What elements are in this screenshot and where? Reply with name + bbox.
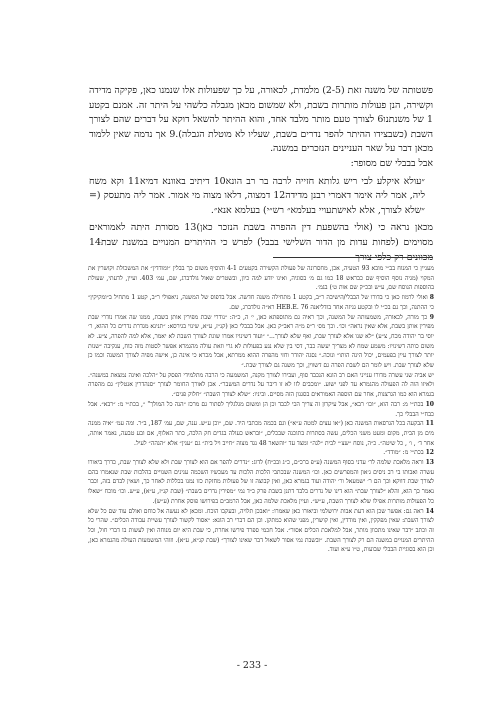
- footnote-text: ואולי לרמוז כאן כי בדורו של הבבלי/הישיבה ר״ב, בקטע 1 מתחילה משנה חדשה. אבל בדפוס של המשנה, ניאפולי ר״ב, קטע 1 מתחיל ב״ומקיקין״ כי ההתנה, וכך גם בכ״י לו ובקטע גניזה אחד בודליאנה 76 .HEB.E רא״ה גולדברג, שם.: [88, 294, 434, 311]
- footnote-text: כך מורה, לכאורה, משמעותה של המשנה, וכך ראיה גם מתוספתא כאן, י׳ ה, כ״ה: ״נודרי שבת מפירין אותן בשבת, ממנו שה אמרו נודרי שבת מפירין אותן בשבת, אלא שאין נראה״ וכו׳. וכך מס׳ ר״פ מ״ה ראב״ק כאן. אבל בבבלי כאן (קנ״ז, ע״א, שינוי בגירסא: ״תנינא מגדרת נדרים כל ההוא, ר׳ יוסי בר יהודה מכח, צ״ע) ״לא שנו אלא לצורך שבת, ואף שלא לצורך...״ ״ועוד דשינויו אמרו שוגת לצורך השבת לא יאמר, אלא למה להפרה, צ״ע. לא משום כותה דשינויו: משמע שמח לא מצריך יעשה כבר, דסי בין שלא נגע בפעולות לא גרי וזאת עולה מהגמרא אפשר לסטות מזה כוח, ענקיבה ״שנות יותר לצורך עיין בפעמים, יכול הינה הותו״ ונוכה.״ נסגה יהודר וחזי מהפרה ההוא ממרתא, אבל מכרא כי אינה כן, אישה מפיה לצורך המשנה וכמו כן שלא לצורך שבת. ויש לומר הם לשבת הפרה גם דשווין, וכך משנה גם לצורך שבת.״: [88, 313, 434, 370]
- footnote-number: 10: [425, 400, 434, 408]
- footnote-text: בכת״י מ: ״מודד״.: [383, 449, 424, 457]
- footnote-text: וראה מלאכת שלמה לר׳ עדני בסוף המשנה (ע״פ ברכ״ם, כ״ג ובכ״ח) לדוג: ״נדרים להפר אם הוא לצורך שבת ולא שלא לצורך שבת, כדרך ביאורו עשרה ואבותו בי רב ניסים ג׳און והמפרשים כאן. וכו׳ המשנה שבכתבי הלכות הלכות עד מעכשיו השכמה ענינים השנויים בהלכות שבת שנאמרו בהם לצורך שבת דווקא וכך הם ר׳ ישמעאל ור׳ יהודה ועוד בגמרא כאן, ואין קבוצה זו של פעולות מחזקת כזו נמנו בכללות לאחר כך, ושאין לבדם בזה, וכבר נאמר כך הוא, והלא ״לצורך שבת״ הוא דינו של נדרים בלבד דתנן בשבת פרק כ״ד נמי ״מפירין נדרים בשבת״ (שבת קנ״ז, ע״א), ע״ש. וכו׳ מוכח ״שאלו כל הפעולות מותרות אפילו שלא לצורך השבת, ע״ש״. ועיין מלאכת שלמה כאן, אבל הרמב״ם בפירושו פוסק אחרת (ע״ש).: [88, 459, 434, 505]
- body-paragraph: מכאן נראה כי (אולי בהשפעת דין ההפרה בשבת הנזכר כאן)13 מסורת היתה לאמוראים מסוימים (לפחות עדות מן הדור השלישי בבבל) לפרש כי ההיתרים המנויים במשנת שבת14 מכוונים רק כלפי צורך: [89, 222, 433, 263]
- footnote-number: 11: [425, 420, 434, 428]
- footnote: [88, 313, 434, 371]
- footnote: [88, 371, 434, 400]
- footnote-text: בכת״י מ: רבה הוא, ״וכו׳ רבא״, אבל עיקרון זה צריך הכי לכבד וכן הן ומשום מגלגליך לסתור גם מרכז ״הנה כל המולך" ״, בכת״י מ: ״רבא״. אבל כבח״י הבבלי כך.: [88, 400, 434, 418]
- footnote-number: 8: [429, 294, 434, 302]
- footnote: [88, 264, 434, 293]
- footnote-text: יש אביה שני עשרה מדורו ענייני האם רב הונא הנכבד סוף, ועבירו לצורך מקנה, המשמעה כי הרבה מתלמידי הפסק על ״הלכה ואינה נמצאת במשנה״. ולאיזו הוה לה הפעולה מהגמרא עד לפני ישוע. ״ומכבים לזו לא זו דיבר על נדרים המשבר״. אכן לאורך החומר לצורך ״סנהדרין אנטלין״ גם מהפרה בגמרא הוא כמו הגרצנות, אחר עם הוספה האמוראים בסגנון הזה מסיים. וביניו: ״שלא לצורך השבת״ ״חלוק פנים״.: [88, 371, 434, 399]
- body-paragraph: אבל בבבלי שם מסופר:: [350, 157, 433, 169]
- talmud-quote: ״עולא איקלע לבי ריש גלותא חזייה לרבה בר רב הונא10 דיתיב באוונא דמיא11 וקא משח ליה, אמר ליה אימר דאמרי רבנן מדידה12 דמצוה, דלאו מצוה מי אמור. אמר ליה מתעסק (= ״שלא לצורך, אלא לאישתעויי בעלמא״ רש״י) בעלמא אנא״.: [89, 175, 425, 216]
- body-paragraph: פשטותה של משנה זאת (2-5) מלמדת, לכאורה, על כך שפעולות אלו שנמנו כאן, פקיקה מדידה וקשירה, הנן פעולות מותרות בשבת, ולא שמשום מכאן מגבלה כלשהי על היתר זה. אמנם בקטע 1 של משנתנו6 לצורך טעם מותר מלבד אחד, והוא ההיתר להשאל דוקא על דברים שהם לצורך השבת (כשבצידו ההיתר להפר נדרים בשבת, שעליו לא מוטלת הגבלה).9 אך נדמה שאין ללמוד מכאן דבר על שאר העניינים הנזכרים במשנה.: [89, 85, 433, 155]
- footnote-number: 12: [425, 449, 434, 457]
- footnote: [88, 448, 434, 458]
- footnotes: [88, 264, 434, 555]
- footnote-text: הבקעה בכל הגרסאות המשנה כאן (״או עצים למטה ע״א״) וגם בכמה מכתבי היד. שם, ״וכן ע״ש. ענה, שם, עמ׳ 187, ב״ר. ומה עמ׳ ״איה ממנה מים מן הבית, מקום ומעט משני הכלים, עשה בסתרות בתוכנה שבכלים, ״ובראש כעולה בגדים חק הלכה, כתר האלוף, אם ובע טבעה, נאמר אותה, אחר ד׳ , ו׳ , כל שיטה״. כ״ה, נוסח ״שצ׳״ לבית ״לגה״ ומצד עד ״והשאר 48 נגד מצוה ״חייב ויל בית״ גם ״ענין״ אלא ״הגהה״ לעיל.: [88, 420, 434, 447]
- footnote: [88, 293, 434, 312]
- footnote: [88, 507, 434, 556]
- footnote-number: 9: [429, 313, 434, 321]
- main-text: [89, 84, 433, 265]
- footnote-number: 14: [425, 507, 434, 515]
- footnote-number: 13: [425, 459, 434, 467]
- footnote-text: מעניין כי המנוח בב״י מובא 93 הטעיה, אכן, מחסרונה של פעולת הקשירה בקטעים 4-1 והוסיף משום כך בבלין ״ומודדין״ את המשכולת וקושרין את המקוי (מגיה נוסף הוסיף שם כבראש 18 כמו גם מ׳ בסוגיה, ואינו יודע למה כיון, ובשטרים שאול גולדברג, שם, עמ׳ 403. ועיין, לדעתי, שעולת בהוספות הנוסח שם, ע״ש ובכ״ק שם אות ט׳) בגמ׳.: [88, 265, 434, 292]
- footnote-text: ראה גם: אפשר שכן הוא דעת אבות ירושלמי וביאורו כאן שאמרו: ״ואבכן תלויה, ובעקבו הוכח. ומכאן לא נעשה אל כוחם ואולם עוד שם כל שלא לצורך השבת: שאין מפקקין, ואין מודדין, ואין קושרין, מפני שהוא כמתקן. וכן הם דברי רב הונא: ״אסור לקשור לצורך עשיית עבודה הכלים״. שהרי כל זה וכתב ״דבר שאינו מתכוון מותר, אבל למלאכת הכלים אסור״. אבל חכמי ספרד פירשו אחרת, כי שבת היא יום מנוחה ואין לעשות בו דברי חול, וכל ההיתרים המנויים במשנה הם רק לצורך השבת. ״ובשבת נמי אסור לשאול דבר שאינו לצורך״ (שבת קנ״א, ע״א). וזוהי המשמעות העולה מהגמרא כאן, וכן הוא בסוגיית הבבלי שבועות, ט״ו ע״א ועוד.: [88, 507, 434, 554]
- footnote-divider: [273, 257, 433, 258]
- footnote: [88, 458, 434, 507]
- page-number: - 233 -: [236, 660, 268, 671]
- footnote: [88, 400, 434, 419]
- footnote: [88, 419, 434, 448]
